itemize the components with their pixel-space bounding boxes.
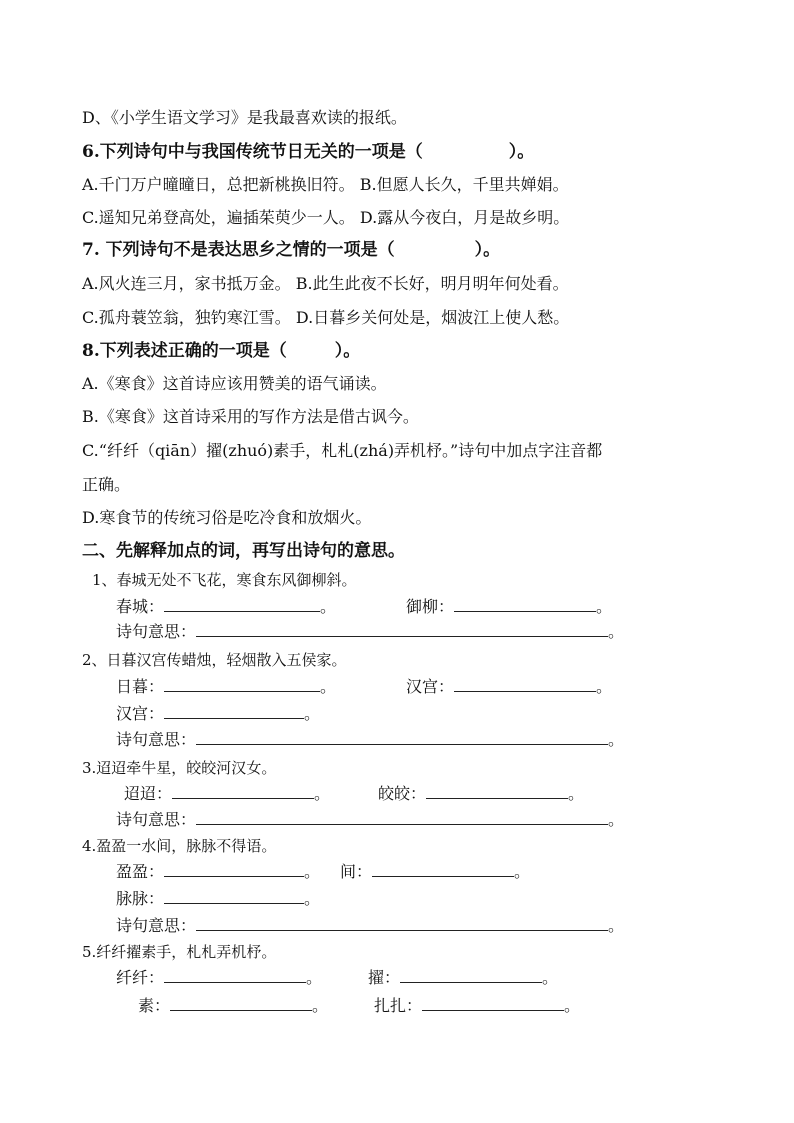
question-8-close: ）。 xyxy=(334,341,361,361)
question-7 xyxy=(82,240,500,260)
poem-2-meaning: 诗句意思： 。 xyxy=(116,730,625,749)
answer-blank[interactable] xyxy=(426,784,568,799)
question-6-close: ）。 xyxy=(508,142,535,162)
question-8-stem: 8.下列表述正确的一项是（ xyxy=(82,341,287,361)
question-7-stem: 7. 下列诗句不是表达思乡之情的一项是（ xyxy=(82,240,395,260)
answer-blank[interactable] xyxy=(172,784,314,799)
question-8-option-c-line2: 正确。 xyxy=(82,475,131,494)
answer-blank[interactable] xyxy=(164,704,304,719)
poem-2-word-1: 日暮： 。 xyxy=(116,677,337,696)
poem-1-meaning: 诗句意思： 。 xyxy=(116,622,625,641)
option-d-text: D、《小学生语文学习》是我最喜欢读的报纸。 xyxy=(82,108,407,127)
answer-blank[interactable] xyxy=(196,622,608,637)
question-6 xyxy=(82,142,534,162)
section-2-title: 二、先解释加点的词，再写出诗句的意思。 xyxy=(82,541,405,561)
answer-blank[interactable] xyxy=(454,677,596,692)
poem-4-word-3: 脉脉： 。 xyxy=(116,889,321,908)
question-8-option-b: B.《寒食》这首诗采用的写作方法是借古讽今。 xyxy=(82,407,419,426)
answer-blank[interactable] xyxy=(454,597,596,612)
poem-5-word-1: 纤纤： 。 xyxy=(116,968,323,987)
question-6-stem: 6.下列诗句中与我国传统节日无关的一项是（ xyxy=(82,142,423,162)
question-8-option-c-line1: C.“纤纤（qiān）擢(zhuó)素手，札札(zhá)弄机杼。”诗句中加点字注音都 xyxy=(82,441,603,460)
poem-2-line: 2、日暮汉宫传蜡烛，轻烟散入五侯家。 xyxy=(82,651,347,669)
poem-4-word-1: 盈盈： 。 xyxy=(116,862,321,881)
question-8 xyxy=(82,341,360,361)
poem-3-meaning: 诗句意思： 。 xyxy=(116,810,625,829)
answer-blank[interactable] xyxy=(400,968,542,983)
poem-1-line: 1、春城无处不飞花，寒食东风御柳斜。 xyxy=(92,571,357,589)
answer-blank[interactable] xyxy=(372,862,514,877)
poem-2-word-2: 汉宫： 。 xyxy=(406,677,613,696)
question-7-options-cd: C.孤舟蓑笠翁，独钓寒江雪。 D.日暮乡关何处是，烟波江上使人愁。 xyxy=(82,308,570,327)
answer-blank[interactable] xyxy=(164,889,304,904)
answer-blank[interactable] xyxy=(164,862,304,877)
poem-5-word-4: 扎扎： 。 xyxy=(374,996,581,1015)
poem-1-word-2: 御柳： 。 xyxy=(406,597,613,616)
answer-blank[interactable] xyxy=(196,730,608,745)
poem-3-word-2: 皎皎： 。 xyxy=(378,784,585,803)
question-6-options-cd: C.遥知兄弟登高处，遍插茱萸少一人。 D.露从今夜白，月是故乡明。 xyxy=(82,208,570,227)
poem-4-word-2: 间： 。 xyxy=(340,862,531,881)
poem-1-word-1: 春城： 。 xyxy=(116,597,337,616)
answer-blank[interactable] xyxy=(164,968,306,983)
question-7-options-ab: A.风火连三月，家书抵万金。 B.此生此夜不长好，明月明年何处看。 xyxy=(82,274,569,293)
answer-blank[interactable] xyxy=(196,916,608,931)
poem-3-line: 3.迢迢牵牛星，皎皎河汉女。 xyxy=(82,759,277,777)
answer-blank[interactable] xyxy=(170,996,312,1011)
answer-blank[interactable] xyxy=(422,996,564,1011)
answer-blank[interactable] xyxy=(196,810,608,825)
answer-blank[interactable] xyxy=(164,677,320,692)
poem-5-line: 5.纤纤擢素手，札札弄机杼。 xyxy=(82,943,277,961)
question-8-option-a: A.《寒食》这首诗应该用赞美的语气诵读。 xyxy=(82,374,387,393)
poem-2-word-3: 汉宫： 。 xyxy=(116,704,321,723)
answer-blank[interactable] xyxy=(164,597,320,612)
poem-3-word-1: 迢迢： 。 xyxy=(124,784,331,803)
question-6-options-ab: A.千门万户曈曈日，总把新桃换旧符。 B.但愿人长久，千里共婵娟。 xyxy=(82,175,569,194)
question-7-close: ）。 xyxy=(474,240,501,260)
poem-4-meaning: 诗句意思： 。 xyxy=(116,916,625,935)
question-8-option-d: D.寒食节的传统习俗是吃冷食和放烟火。 xyxy=(82,508,372,527)
poem-5-word-2: 擢： 。 xyxy=(368,968,559,987)
poem-4-line: 4.盈盈一水间，脉脉不得语。 xyxy=(82,837,277,855)
poem-5-word-3: 素： 。 xyxy=(138,996,329,1015)
